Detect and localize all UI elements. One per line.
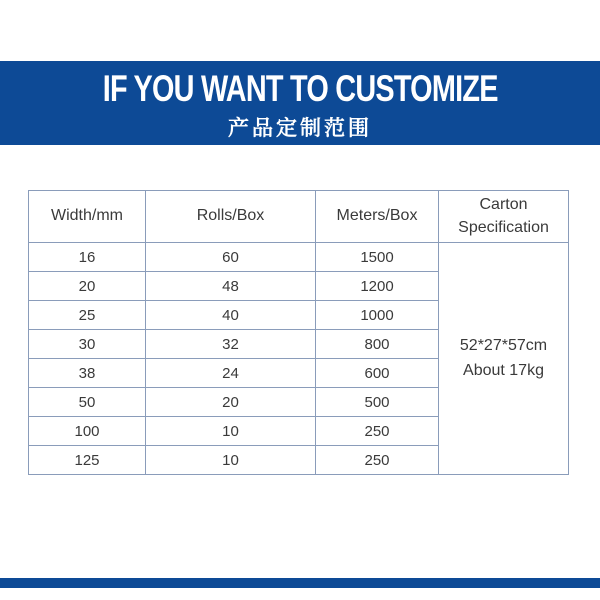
cell-meters: 800 bbox=[316, 330, 439, 359]
table-row bbox=[29, 243, 569, 272]
cell-meters: 1500 bbox=[316, 243, 439, 272]
carton-spec-line2: About 17kg bbox=[463, 361, 544, 379]
cell-width: 125 bbox=[29, 446, 146, 475]
banner-subtitle: 产品定制范围 bbox=[228, 117, 372, 140]
cell-rolls: 32 bbox=[146, 330, 316, 359]
cell-width: 25 bbox=[29, 301, 146, 330]
cell-meters: 600 bbox=[316, 359, 439, 388]
banner-title: IF YOU WANT TO CUSTOMIZE bbox=[102, 68, 498, 109]
cell-meters: 250 bbox=[316, 446, 439, 475]
cell-width: 30 bbox=[29, 330, 146, 359]
cell-width: 50 bbox=[29, 388, 146, 417]
cell-rolls: 60 bbox=[146, 243, 316, 272]
col-header-meters-box: Meters/Box bbox=[316, 191, 439, 243]
cell-rolls: 48 bbox=[146, 272, 316, 301]
footer-accent-bar bbox=[0, 578, 600, 588]
spec-table bbox=[28, 190, 569, 475]
cell-rolls: 10 bbox=[146, 417, 316, 446]
cell-width: 100 bbox=[29, 417, 146, 446]
cell-meters: 500 bbox=[316, 388, 439, 417]
col-header-rolls-box: Rolls/Box bbox=[146, 191, 316, 243]
cell-width: 20 bbox=[29, 272, 146, 301]
carton-spec-cell bbox=[439, 243, 569, 475]
cell-meters: 250 bbox=[316, 417, 439, 446]
cell-width: 38 bbox=[29, 359, 146, 388]
cell-rolls: 10 bbox=[146, 446, 316, 475]
cell-width: 16 bbox=[29, 243, 146, 272]
cell-rolls: 20 bbox=[146, 388, 316, 417]
col-header-carton-specification: Carton Specification bbox=[439, 191, 569, 243]
cell-rolls: 24 bbox=[146, 359, 316, 388]
cell-rolls: 40 bbox=[146, 301, 316, 330]
cell-meters: 1200 bbox=[316, 272, 439, 301]
col-header-width-mm: Width/mm bbox=[29, 191, 146, 243]
banner bbox=[0, 61, 600, 145]
banner-title-row bbox=[0, 61, 600, 115]
carton-spec-line1: 52*27*57cm bbox=[459, 336, 548, 354]
table-header-row bbox=[29, 191, 569, 243]
cell-meters: 1000 bbox=[316, 301, 439, 330]
